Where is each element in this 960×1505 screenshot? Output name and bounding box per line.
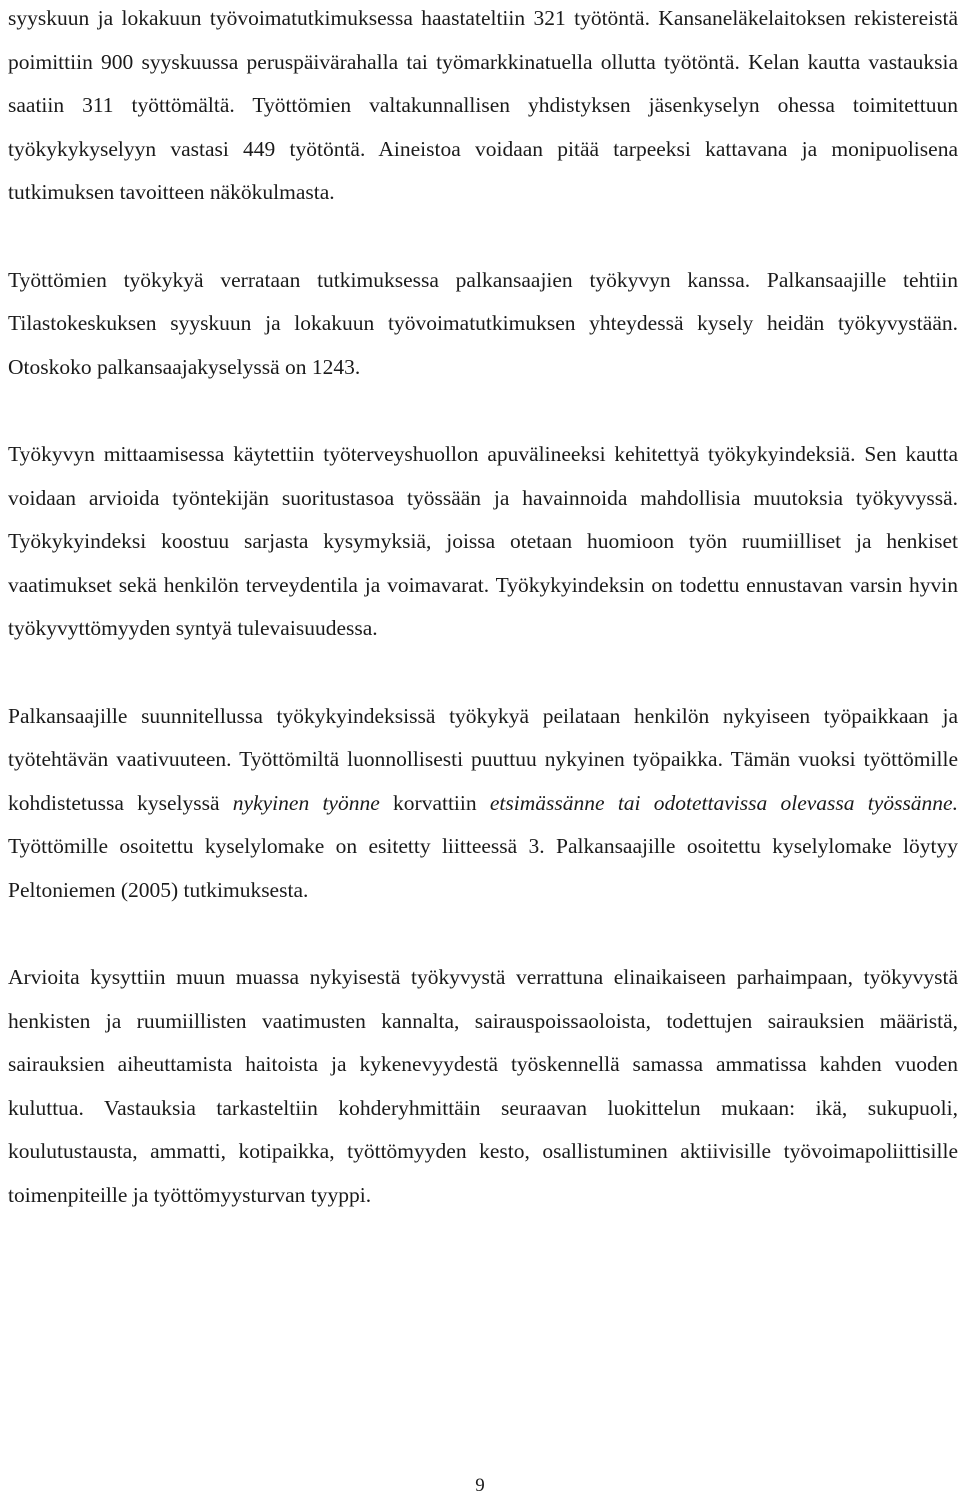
document-page xyxy=(8,0,958,1217)
page-number: 9 xyxy=(475,1475,485,1496)
paragraph-2: Työttömien työkykyä verrataan tutkimuksessa palkansaajien työkyvyn kanssa. Palkansaajille tehtiin Tilastokeskuksen syyskuun ja lokakuun työvoimatutkimuksen yhteydessä kysely heidän työkyvystään. Otoskoko palkansaajakyselyssä on 1243. xyxy=(8,267,958,379)
paragraph-4 xyxy=(8,695,958,913)
paragraph-5: Arvioita kysyttiin muun muassa nykyisestä työkyvystä verrattuna elinaikaiseen parhaimpaan, työkyvystä henkisten ja ruumiillisten vaatimusten kannalta, sairauspoissaoloista, todettujen sairauksien määristä, sairauksien aiheuttamista haitoista ja kykenevyydestä työskennellä samassa ammatissa kahden vuoden kuluttua. Vastauksia tarkasteltiin kohderyhmittäin seuraavan luokittelun mukaan: ikä, sukupuoli, koulutustausta, ammatti, kotipaikka, työttömyyden kesto, osallistuminen aktiivisille työvoimapoliittisille toimenpiteille ja työttömyysturvan tyyppi. xyxy=(8,965,958,1207)
paragraph-4-text-c: Työttömille osoitettu kyselylomake on esitetty liitteessä 3. Palkansaajille osoitettu kyselylomake löytyy Peltoniemen (2005) tutkimuksesta. xyxy=(8,834,958,902)
paragraph-3: Työkyvyn mittaamisessa käytettiin työterveyshuollon apuvälineeksi kehitettyä työkykyindeksiä. Sen kautta voidaan arvioida työntekijän suoritustasoa työssään ja havainnoida mahdollisia muutoksia työkyvyssä. Työkykyindeksi koostuu sarjasta kysymyksiä, joissa otetaan huomioon työn ruumiilliset ja henkiset vaatimukset sekä henkilön terveydentila ja voimavarat. Työkykyindeksin on todettu ennustavan varsin hyvin työkyvyttömyyden syntyä tulevaisuudessa. xyxy=(8,442,958,640)
paragraph-4-text-b: korvattiin xyxy=(379,790,490,815)
paragraph-4-text-a: Palkansaajille suunnitellussa työkykyindeksissä työkykyä peilataan henkilön nykyiseen työpaikkaan ja työtehtävän vaativuuteen. Työttömiltä luonnollisesti puuttuu nykyinen työpaikka. Tämän vuoksi työttömille kohdistetussa kyselyssä xyxy=(8,703,958,815)
paragraph-4-italic-2: etsimässänne tai odotettavissa olevassa työssänne. xyxy=(489,790,958,815)
paragraph-1: syyskuun ja lokakuun työvoimatutkimuksessa haastateltiin 321 työtöntä. Kansaneläkelaitoksen rekistereistä poimittiin 900 syyskuussa peruspäivärahalla tai työmarkkinatuella ollutta työtöntä. Kelan kautta vastauksia saatiin 311 työttömältä. Työttömien valtakunnallisen yhdistyksen jäsenkyselyn ohessa toimitettuun työkykykyselyyn vastasi 449 työtöntä. Aineistoa voidaan pitää tarpeeksi kattavana ja monipuolisena tutkimuksen tavoitteen näkökulmasta. xyxy=(8,6,958,204)
paragraph-4-italic-1: nykyinen työnne xyxy=(232,790,380,815)
